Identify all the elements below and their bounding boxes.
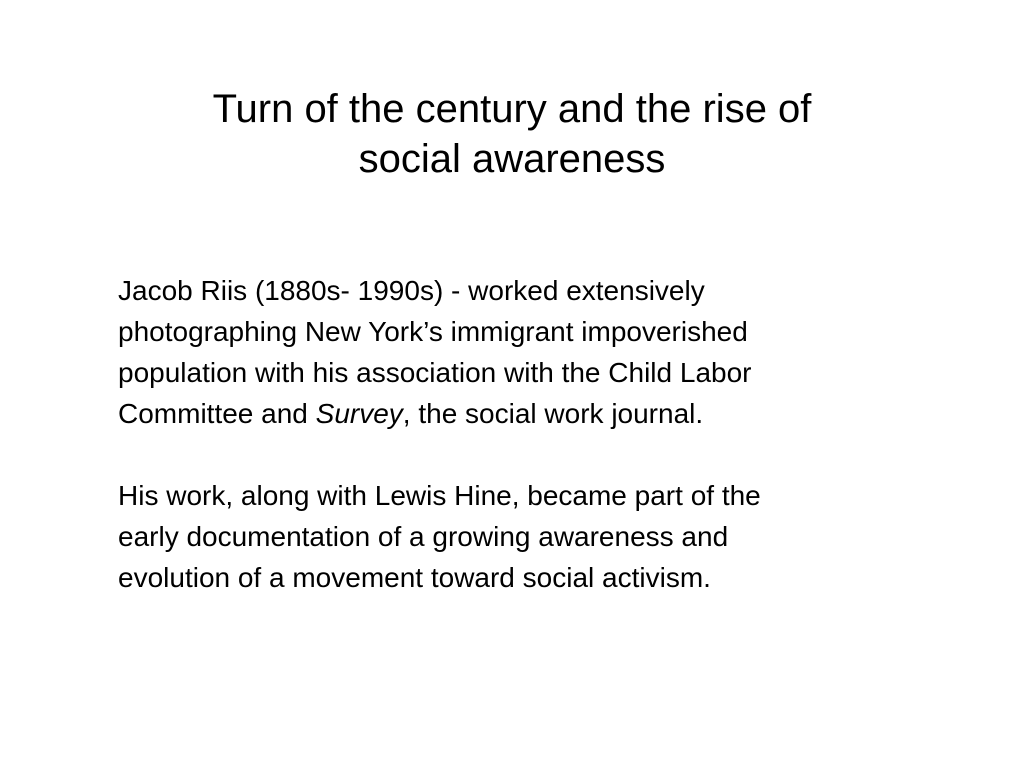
paragraph-riis-line-3: population with his association with the Child Labor <box>118 357 752 388</box>
survey-journal-title: Survey <box>315 398 403 429</box>
slide-title-line-1: Turn of the century and the rise of <box>212 87 812 131</box>
paragraph-riis-line-4-start: Committee and <box>118 398 316 429</box>
slide-title <box>112 84 912 184</box>
paragraph-hine-line-2: early documentation of a growing awareness and <box>118 521 729 552</box>
slide-title-line-2: social awareness <box>358 137 666 181</box>
paragraph-riis <box>118 270 938 434</box>
paragraph-riis-line-4-end: , the social work journal. <box>402 398 704 429</box>
paragraph-hine <box>118 475 938 598</box>
paragraph-hine-line-3: evolution of a movement toward social activism. <box>118 562 711 593</box>
paragraph-riis-line-4 <box>118 393 938 434</box>
paragraph-hine-line-1: His work, along with Lewis Hine, became part of the <box>118 480 761 511</box>
paragraph-riis-line-1: Jacob Riis (1880s- 1990s) - worked extensively <box>118 275 705 306</box>
slide-body <box>118 270 938 598</box>
paragraph-riis-line-2: photographing New York’s immigrant impoverished <box>118 316 748 347</box>
